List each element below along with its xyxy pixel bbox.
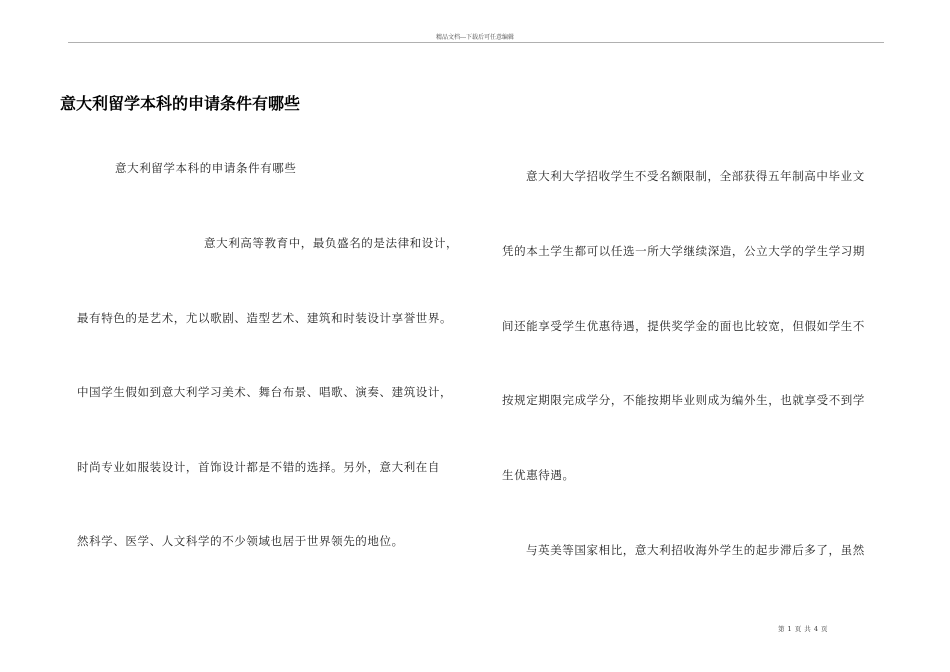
left-line-5: 然科学、医学、人文科学的不少领域也居于世界领先的地位。	[77, 534, 404, 548]
left-subtitle: 意大利留学本科的申请条件有哪些	[115, 161, 297, 175]
right-line-6: 与英美等国家相比，意大利招收海外学生的起步滞后多了，虽然	[526, 543, 865, 557]
header-note: 精品文档---下载后可任意编辑	[435, 34, 515, 41]
header-divider	[68, 42, 884, 43]
right-line-4: 按规定期限完成学分，不能按期毕业则成为编外生，也就享受不到学	[502, 393, 865, 407]
right-line-5: 生优惠待遇。	[502, 468, 575, 482]
left-line-1: 意大利高等教育中，最负盛名的是法律和设计，	[204, 236, 459, 250]
right-line-1: 意大利大学招收学生不受名额限制，全部获得五年制高中毕业文	[526, 169, 865, 183]
right-line-2: 凭的本土学生都可以任选一所大学继续深造，公立大学的学生学习期	[502, 244, 865, 258]
left-line-4: 时尚专业如服装设计，首饰设计都是不错的选择。另外，意大利在自	[77, 460, 440, 474]
right-line-3: 间还能享受学生优惠待遇，提供奖学金的面也比较宽，但假如学生不	[502, 319, 865, 333]
left-line-2: 最有特色的是艺术，尤以歌剧、造型艺术、建筑和时装设计享誉世界。	[77, 311, 453, 325]
document-title: 意大利留学本科的申请条件有哪些	[60, 94, 301, 113]
page-indicator: 第 1 页 共 4 页	[777, 625, 829, 633]
left-line-3: 中国学生假如到意大利学习美术、舞台布景、唱歌、演奏、建筑设计，	[77, 385, 453, 399]
